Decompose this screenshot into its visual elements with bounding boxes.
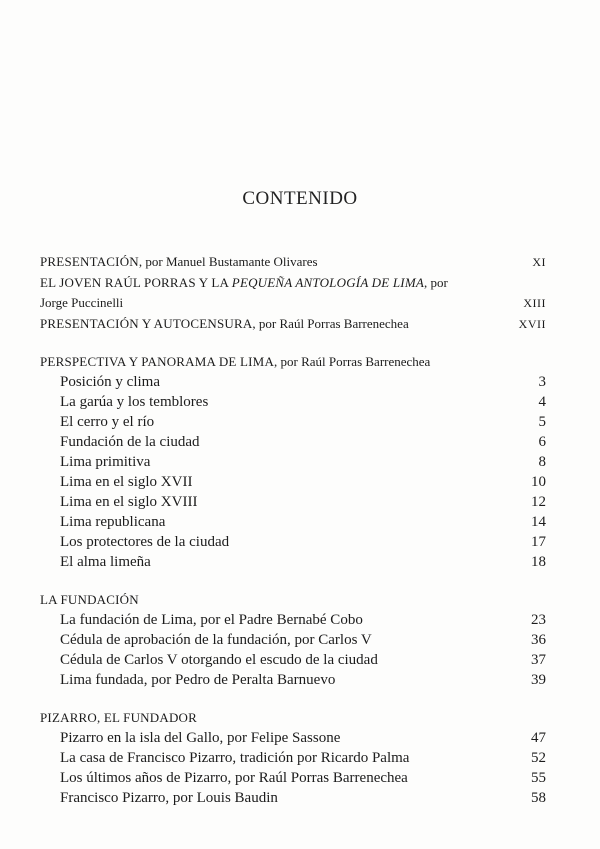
toc-row	[40, 472, 546, 492]
section-title	[40, 708, 546, 728]
page-number: 58	[531, 790, 546, 806]
entry-text: Cédula de aprobación de la fundación, por Carlos V	[60, 632, 372, 648]
page-number: 39	[531, 672, 546, 688]
entry-italic-title: PEQUEÑA ANTOLOGÍA DE LIMA	[231, 274, 424, 290]
entry-text: La garúa y los temblores	[60, 394, 209, 410]
toc-section	[40, 708, 546, 808]
page-number: 14	[531, 514, 546, 530]
table-of-contents	[40, 252, 546, 826]
section-title-smallcaps: PERSPECTIVA Y PANORAMA DE LIMA	[40, 354, 275, 369]
section-title-smallcaps: PIZARRO, EL FUNDADOR	[40, 710, 197, 725]
entry-text: Lima fundada, por Pedro de Peralta Barnuevo	[60, 672, 336, 688]
section-title-smallcaps: LA FUNDACIÓN	[40, 592, 139, 607]
entry-text: El alma limeña	[60, 554, 151, 570]
entry-text	[40, 314, 409, 335]
entry-text: Los protectores de la ciudad	[60, 534, 230, 550]
section-title	[40, 590, 546, 610]
toc-row	[40, 532, 546, 552]
page-number: 52	[531, 750, 546, 766]
entry-rest: , por	[423, 274, 448, 290]
entry-text: Francisco Pizarro, por Louis Baudin	[60, 790, 278, 806]
toc-row	[40, 372, 546, 392]
entry-text: El cerro y el río	[60, 414, 155, 430]
entry-text: Fundación de la ciudad	[60, 434, 200, 450]
entry-text	[40, 273, 448, 294]
entry-smallcaps: PRESENTACIÓN	[40, 254, 139, 269]
toc-row	[40, 492, 546, 512]
toc-row	[40, 788, 546, 808]
toc-section	[40, 590, 546, 690]
section-title	[40, 352, 546, 372]
entry-text: Posición y clima	[60, 374, 160, 390]
entry-rest: , por Raúl Porras Barrenechea	[252, 315, 409, 331]
toc-row	[40, 452, 546, 472]
page-number: 23	[531, 612, 546, 628]
page-number: XI	[532, 255, 546, 269]
entry-text: Los últimos años de Pizarro, por Raúl Porras Barrenechea	[60, 770, 408, 786]
entry-text: Lima primitiva	[60, 454, 151, 470]
page-number: 6	[538, 434, 546, 450]
entry-smallcaps: EL JOVEN RAÚL PORRAS Y LA	[40, 274, 232, 290]
toc-row	[40, 314, 546, 335]
toc-row	[40, 650, 546, 670]
toc-row	[40, 768, 546, 788]
toc-row	[40, 273, 546, 294]
page-number: 36	[531, 632, 546, 648]
page-number: XIII	[523, 296, 546, 310]
section-entries	[40, 372, 546, 572]
page-number: 18	[531, 554, 546, 570]
page-title: CONTENIDO	[242, 188, 358, 209]
entry-text	[40, 252, 318, 273]
toc-row	[40, 252, 546, 273]
toc-row	[40, 630, 546, 650]
toc-row	[40, 512, 546, 532]
toc-section	[40, 352, 546, 572]
page-number: XVII	[518, 316, 546, 331]
entry-text: Lima republicana	[60, 514, 166, 530]
entry-rest: , por Manuel Bustamante Olivares	[138, 254, 318, 269]
entry-text: La casa de Francisco Pizarro, tradición por Ricardo Palma	[60, 750, 410, 766]
entry-text: Lima en el siglo XVII	[60, 474, 193, 490]
page-number: 55	[531, 770, 546, 786]
page-number: 37	[531, 652, 546, 668]
page-number: 5	[538, 414, 546, 430]
entry-text: Pizarro en la isla del Gallo, por Felipe Sassone	[60, 730, 341, 746]
page-number: 4	[538, 394, 546, 410]
toc-row	[40, 610, 546, 630]
toc-row	[40, 412, 546, 432]
section-entries	[40, 610, 546, 690]
front-matter	[40, 252, 546, 334]
page-number: 47	[531, 730, 546, 746]
page-number: 3	[538, 374, 546, 390]
entry-text: Jorge Puccinelli	[40, 295, 124, 310]
toc-row	[40, 293, 546, 314]
toc-row	[40, 728, 546, 748]
toc-row	[40, 670, 546, 690]
page-number: 12	[531, 494, 546, 510]
section-entries	[40, 728, 546, 808]
entry-text: La fundación de Lima, por el Padre Bernabé Cobo	[60, 612, 363, 628]
entry-text: Lima en el siglo XVIII	[60, 494, 198, 510]
toc-row	[40, 432, 546, 452]
section-title-rest: , por Raúl Porras Barrenechea	[274, 354, 431, 369]
page-number: 10	[531, 474, 546, 490]
toc-row	[40, 748, 546, 768]
page-number: 8	[538, 454, 546, 470]
entry-text: Cédula de Carlos V otorgando el escudo de la ciudad	[60, 652, 378, 668]
page-number: 17	[531, 534, 546, 550]
toc-row	[40, 392, 546, 412]
toc-row	[40, 552, 546, 572]
entry-smallcaps: PRESENTACIÓN Y AUTOCENSURA	[40, 315, 253, 331]
